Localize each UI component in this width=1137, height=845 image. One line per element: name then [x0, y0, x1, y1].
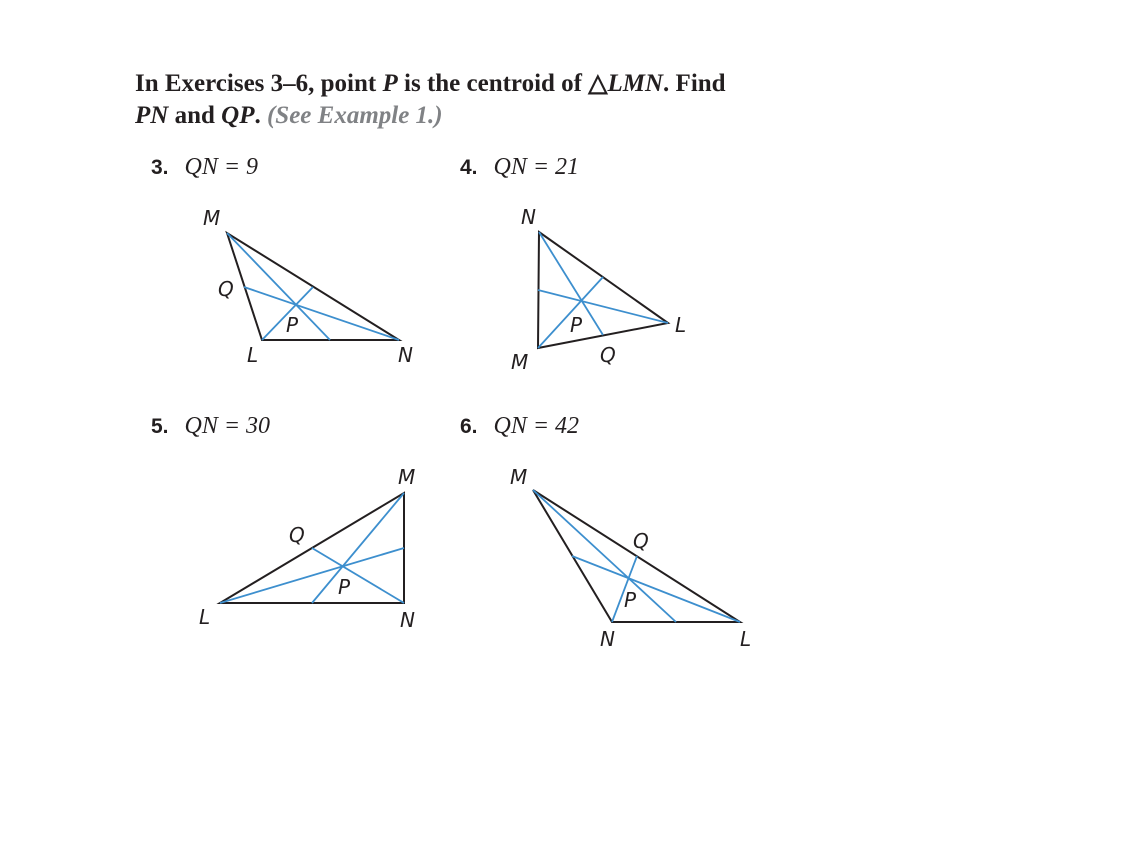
vertex-label-m: M [203, 206, 221, 230]
exercise-number: 4. [460, 156, 478, 179]
point-label-q: Q [289, 523, 305, 547]
vertex-label-n: N [398, 343, 413, 367]
exercise-given: QN = 21 [493, 154, 580, 180]
exercise-4-figure [511, 205, 686, 374]
intro-text: . Find [663, 70, 726, 97]
intro-point-p: P [382, 70, 398, 97]
point-label-p: P [570, 313, 583, 337]
exercise-given: QN = 30 [184, 413, 271, 439]
vertex-label-m: M [511, 350, 529, 374]
median [220, 548, 404, 603]
point-label-p: P [286, 313, 299, 337]
vertex-label-l: L [740, 627, 752, 651]
point-label-q: Q [600, 343, 616, 367]
exercise-number: 5. [151, 415, 169, 438]
vertex-label-l: L [247, 343, 259, 367]
exercise-number: 6. [460, 415, 478, 438]
see-example-link[interactable]: (See Example 1.) [266, 102, 443, 129]
intro-triangle-name: LMN [607, 70, 664, 97]
intro-text: In Exercises 3–6, point [135, 70, 383, 97]
median [312, 548, 404, 603]
median [572, 556, 740, 622]
triangle [538, 232, 668, 348]
point-label-p: P [338, 575, 351, 599]
vertex-label-n: N [521, 205, 536, 229]
intro-text: is the centroid of △ [397, 70, 608, 97]
median [312, 493, 404, 603]
intro-segment-pn: PN [135, 102, 169, 129]
point-label-p: P [624, 588, 637, 612]
vertex-label-n: N [400, 608, 415, 632]
vertex-label-l: L [675, 313, 687, 337]
exercise-3-figure [203, 206, 413, 367]
vertex-label-m: M [398, 465, 416, 489]
exercise-given: QN = 9 [184, 154, 259, 180]
vertex-label-m: M [510, 465, 528, 489]
exercise-number: 3. [151, 156, 169, 179]
vertex-label-n: N [600, 627, 615, 651]
median [538, 290, 668, 323]
triangle [227, 233, 399, 340]
vertex-label-l: L [199, 605, 211, 629]
intro-text: and [168, 102, 222, 129]
exercise-6-figure [510, 465, 751, 651]
exercise-5-figure [199, 465, 415, 632]
point-label-q: Q [633, 529, 649, 553]
point-label-q: Q [218, 277, 234, 301]
median [533, 490, 676, 622]
intro-text: . [254, 102, 261, 129]
exercise-given: QN = 42 [493, 413, 580, 439]
intro-segment-qp: QP [221, 102, 255, 129]
